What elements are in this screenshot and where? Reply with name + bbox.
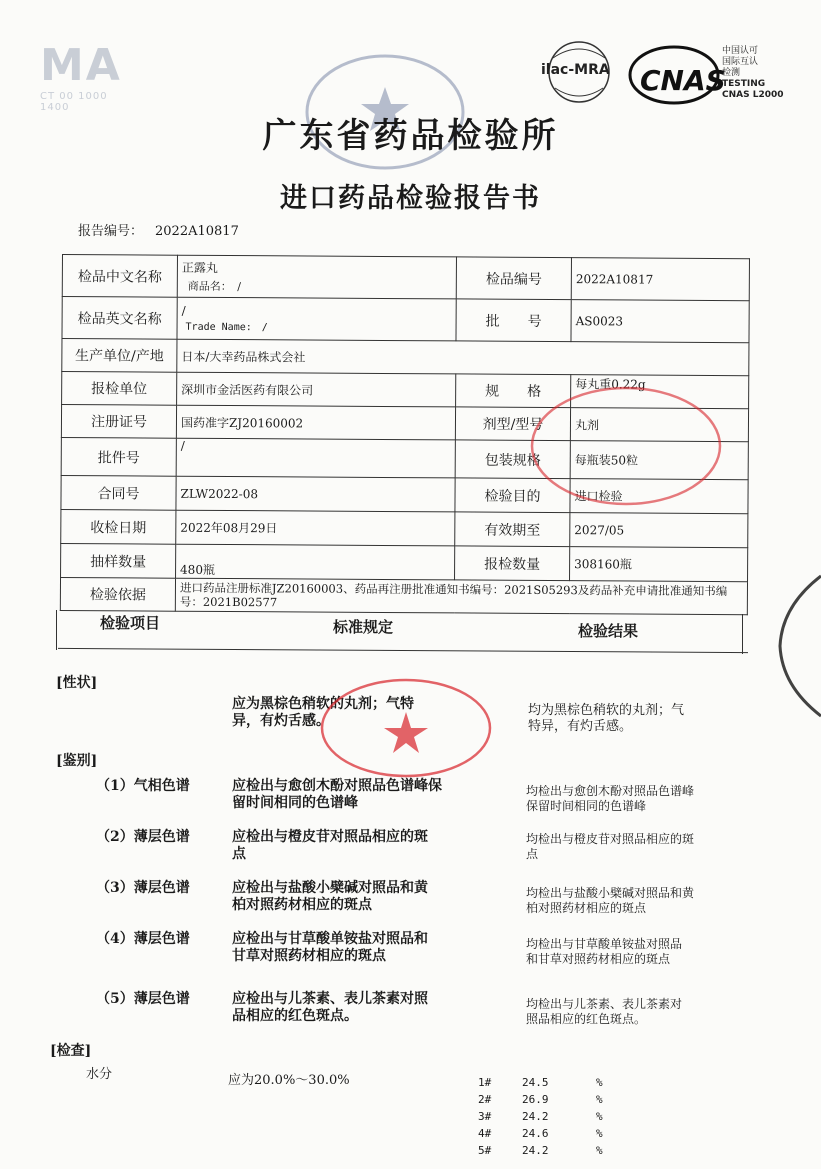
ident-3-result: 均检出与盐酸小檗碱对照品和黄柏对照药材相应的斑点 — [526, 886, 695, 915]
report-number-label: 报告编号： — [78, 224, 144, 239]
cn-name-cell — [177, 255, 456, 299]
package-label: 包装规格 — [455, 440, 570, 479]
water-row: 5# 24.2 % — [478, 1144, 603, 1157]
form-value: 丸剂 — [570, 408, 748, 442]
water-standard: 应为20.0%～30.0% — [228, 1073, 350, 1088]
trade-name-en: Trade Name: / — [185, 321, 268, 334]
reg-no-value: 国药准字ZJ20160002 — [176, 405, 455, 440]
ident-2-standard: 应检出与橙皮苷对照品相应的斑点 — [232, 829, 428, 862]
ident-1-standard: 应检出与愈创木酚对照品色谱峰保留时间相同的色谱峰 — [232, 778, 442, 811]
received-label: 收检日期 — [61, 509, 176, 544]
sample-qty-value: 480瓶 — [176, 544, 455, 580]
report-number — [78, 220, 239, 239]
basis-value: 进口药品注册标准JZ20160003、药品再注册批准通知书编号：2021S05293及药品补充申请批准通知书编号：2021B02577 — [175, 578, 747, 614]
ma-logo-subtext: CT 00 1000 1400 — [40, 91, 108, 113]
ma-logo-text: MA — [40, 40, 122, 91]
en-name-label: 检品英文名称 — [62, 297, 177, 340]
ilac-text: ilac-MRA — [541, 62, 610, 78]
ident-5-result: 均检出与儿茶素、表儿茶素对照品相应的红色斑点。 — [526, 997, 683, 1026]
water-row: 3# 24.2 % — [478, 1110, 603, 1123]
results-header-result: 检验结果 — [578, 622, 639, 640]
ident-1-item: （1）气相色谱 — [96, 778, 190, 794]
character-result: 均为黑棕色稍软的丸剂；气特异，有灼舌感。 — [528, 703, 685, 734]
expiry-value: 2027/05 — [570, 513, 748, 548]
ilac-mra-logo — [537, 38, 621, 104]
water-row: 2# 26.9 % — [478, 1093, 603, 1106]
ident-2-item: （2）薄层色谱 — [96, 829, 190, 845]
results-header-item: 检验项目 — [100, 614, 161, 632]
water-item: 水分 — [86, 1067, 113, 1082]
cnas-text: CNAS — [640, 64, 726, 97]
declared-qty-value: 308160瓶 — [570, 547, 748, 582]
section-identification: [鉴别] — [56, 753, 98, 769]
en-name-cell — [177, 297, 456, 341]
cnas-side-text: 中国认可 国际互认 检测 TESTING CNAS L2000 — [722, 46, 784, 100]
applicant-label: 报检单位 — [62, 372, 177, 406]
approval-label: 批件号 — [61, 437, 176, 476]
contract-label: 合同号 — [61, 475, 176, 510]
ident-5-item: （5）薄层色谱 — [96, 991, 190, 1007]
section-inspection: [检查] — [50, 1043, 92, 1059]
report-number-value: 2022A10817 — [155, 224, 239, 239]
purpose-label: 检验目的 — [455, 478, 570, 513]
ident-1-result: 均检出与愈创木酚对照品色谱峰保留时间相同的色谱峰 — [526, 784, 695, 813]
package-value: 每瓶装50粒 — [570, 441, 748, 480]
sample-no-label: 检品编号 — [456, 257, 571, 300]
quality-stamp-middle — [318, 676, 494, 780]
spec-label: 规 格 — [456, 374, 571, 408]
producer-value: 日本/大幸药品株式会社 — [177, 339, 749, 375]
trade-name-cn: 商品名： / — [187, 279, 242, 294]
cn-name-value: 正露丸 — [181, 260, 218, 275]
ident-4-item: （4）薄层色谱 — [96, 931, 190, 947]
results-header-left-border — [56, 610, 57, 650]
ident-5-standard: 应检出与儿茶素、表儿茶素对照品相应的红色斑点。 — [232, 991, 428, 1024]
applicant-value: 深圳市金活医药有限公司 — [177, 372, 456, 407]
ident-3-standard: 应检出与盐酸小檗碱对照品和黄柏对照药材相应的斑点 — [232, 880, 428, 913]
results-header-right-border — [742, 614, 743, 654]
declared-qty-label: 报检数量 — [455, 546, 570, 581]
contract-value: ZLW2022-08 — [176, 476, 455, 512]
section-character: [性状] — [56, 675, 98, 691]
form-label: 剂型/型号 — [455, 407, 570, 441]
basis-label: 检验依据 — [60, 577, 175, 611]
ma-logo — [40, 40, 140, 113]
ident-2-result: 均检出与橙皮苷对照品相应的斑点 — [526, 832, 695, 861]
reg-no-label: 注册证号 — [61, 405, 176, 439]
batch-value: AS0023 — [571, 300, 749, 343]
cnas-logo — [626, 44, 726, 106]
edge-stamp-fragment — [772, 566, 821, 726]
character-standard: 应为黑棕色稍软的丸剂；气特异，有灼舌感。 — [232, 696, 414, 729]
received-value: 2022年08月29日 — [176, 510, 455, 546]
ident-3-item: （3）薄层色谱 — [96, 880, 190, 896]
report-title: 进口药品检验报告书 — [280, 183, 541, 214]
cn-name-label: 检品中文名称 — [62, 255, 177, 298]
purpose-value: 进口检验 — [570, 479, 748, 514]
sample-no-value: 2022A10817 — [571, 258, 749, 301]
sample-qty-label: 抽样数量 — [61, 543, 176, 578]
results-header-standard: 标准规定 — [333, 618, 394, 636]
approval-value: / — [176, 438, 455, 478]
en-name-value: / — [181, 303, 186, 318]
water-row: 4# 24.6 % — [478, 1127, 603, 1140]
spec-value: 每丸重0.22g — [571, 375, 749, 409]
producer-label: 生产单位/产地 — [62, 339, 177, 373]
org-title: 广东省药品检验所 — [262, 116, 559, 156]
expiry-label: 有效期至 — [455, 512, 570, 547]
quality-stamp-right — [528, 384, 724, 508]
batch-label: 批 号 — [456, 299, 571, 342]
ident-4-result: 均检出与甘草酸单铵盐对照品和甘草对照药材相应的斑点 — [526, 937, 683, 966]
results-header-divider — [58, 648, 748, 653]
water-row: 1# 24.5 % — [478, 1076, 603, 1089]
ident-4-standard: 应检出与甘草酸单铵盐对照品和甘草对照药材相应的斑点 — [232, 931, 428, 964]
